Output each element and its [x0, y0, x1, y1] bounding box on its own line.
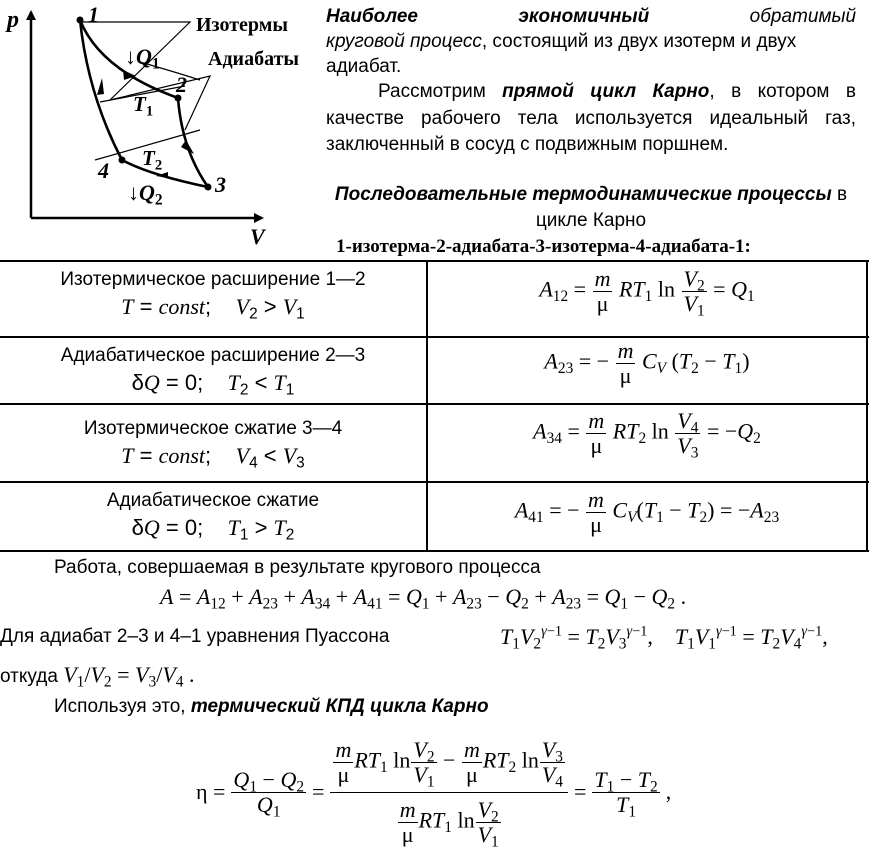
efficiency-formula: η = $\frac{Q_1 - Q_2}{Q_1}$ = $\frac{m}{\mu}$ $RT_1$ ln $\frac{V_2}{V_1}$ − $\frac{m}{\mu}$ $RT_2$ ln $\frac{V_3}{V_4}$ $\frac{m}{\mu}$ $RT_1$ ln $\frac{V_2}{V_1}$ = $\frac{T_1 - T_2}{T_1}$ , — [196, 736, 672, 851]
t2-label: $T_2$ — [142, 146, 163, 174]
point-3-dot — [205, 184, 212, 191]
point-1-dot — [77, 17, 84, 24]
axis-p-label: p — [7, 7, 19, 33]
intro-paragraph-1: Наиболее экономичный обратимый круговой процесс, состоящий из двух изотерм и двух адиабат. — [326, 6, 857, 77]
row1-title: Изотермическое расширение 1—2 — [60, 269, 366, 290]
row3-left-cell — [0, 416, 426, 470]
point-4-dot — [119, 157, 126, 164]
q2-label: $↓Q_2$ — [128, 180, 163, 209]
adiabats-label: Адиабаты — [208, 48, 300, 70]
point-4-label: 4 — [98, 158, 109, 183]
row3-title: Изотермическое сжатие 3—4 — [83, 418, 343, 439]
whence-line: откуда $V_1/V_2 = V_3/V_4$ . — [0, 662, 195, 691]
carnot-diagram — [0, 0, 320, 260]
row2-left-cell — [0, 343, 426, 397]
row2-title: Адиабатическое расширение 2—3 — [60, 345, 366, 366]
row4-left-cell — [0, 488, 426, 542]
axis-v-label: V — [250, 224, 265, 249]
row4-condition: δQ = 0; $T_1 > T_2$ — [131, 515, 295, 544]
cycle-sequence: 1-изотерма-2-адиабата-3-изотерма-4-адиабата-1: — [336, 236, 751, 257]
work-formula: $A = A_{12} + A_{23} + A_{34} + A_{41} = Q_1 + A_{23} - Q_2 + A_{23} = Q_1 - Q_2$ . — [160, 584, 687, 613]
row4-formula: $A_{41}$ = − $\frac{m}{\mu}$ $C_V(T_1 - T_2) = -A_{23}$ — [514, 487, 780, 537]
row2-formula: $A_{23}$ = − $\frac{m}{\mu}$ $C_V$ $(T_2 - T_1)$ — [544, 338, 750, 388]
t1-label: $T_1$ — [133, 92, 154, 120]
point-1-label: 1 — [88, 2, 99, 27]
point-2-label: 2 — [176, 72, 187, 97]
isotherms-label: Изотермы — [196, 14, 288, 36]
work-line: Работа, совершаемая в результате кругового процесса — [54, 557, 541, 578]
carnot-process-table — [0, 260, 869, 552]
row2-condition: δQ = 0; $T_2 < T_1$ — [131, 370, 295, 399]
row3-condition: T = const; $V_4 < V_3$ — [121, 443, 305, 472]
poisson-formula: $T_1V_2^{\gamma-1} = T_2V_3^{\gamma-1}$, $T_1V_1^{\gamma-1} = T_2V_4^{\gamma-1}$, — [500, 623, 828, 653]
using-line: Используя это, термический КПД цикла Карно — [54, 696, 489, 717]
row4-title: Адиабатическое сжатие — [106, 490, 320, 511]
row1-formula: $A_{12}$ = $\frac{m}{\mu}$ $RT_1$ ln $\frac{V_2}{V_1}$ = $Q_1$ — [539, 266, 755, 320]
poisson-line: Для адиабат 2–3 и 4–1 уравнения Пуассона — [0, 626, 390, 647]
arrow-4-1 — [97, 78, 104, 95]
row3-formula: $A_{34}$ = $\frac{m}{\mu}$ $RT_2$ ln $\frac{V_4}{V_3}$ = $-Q_2$ — [533, 408, 761, 462]
q1-label: $↓Q_1$ — [125, 44, 160, 73]
processes-heading: Последовательные термодинамические процессы в цикле Карно — [334, 184, 848, 231]
row1-condition: T = const; $V_2 > V_1$ — [121, 294, 305, 323]
intro-paragraph-2: Рассмотрим прямой цикл Карно, в котором в качестве рабочего тела используется идеальный газ, заключенный в сосуд с подвижным поршнем. — [326, 81, 856, 155]
point-3-label: 3 — [215, 172, 226, 197]
carnot-cycle-graph — [0, 0, 320, 260]
row1-left-cell — [0, 267, 426, 321]
